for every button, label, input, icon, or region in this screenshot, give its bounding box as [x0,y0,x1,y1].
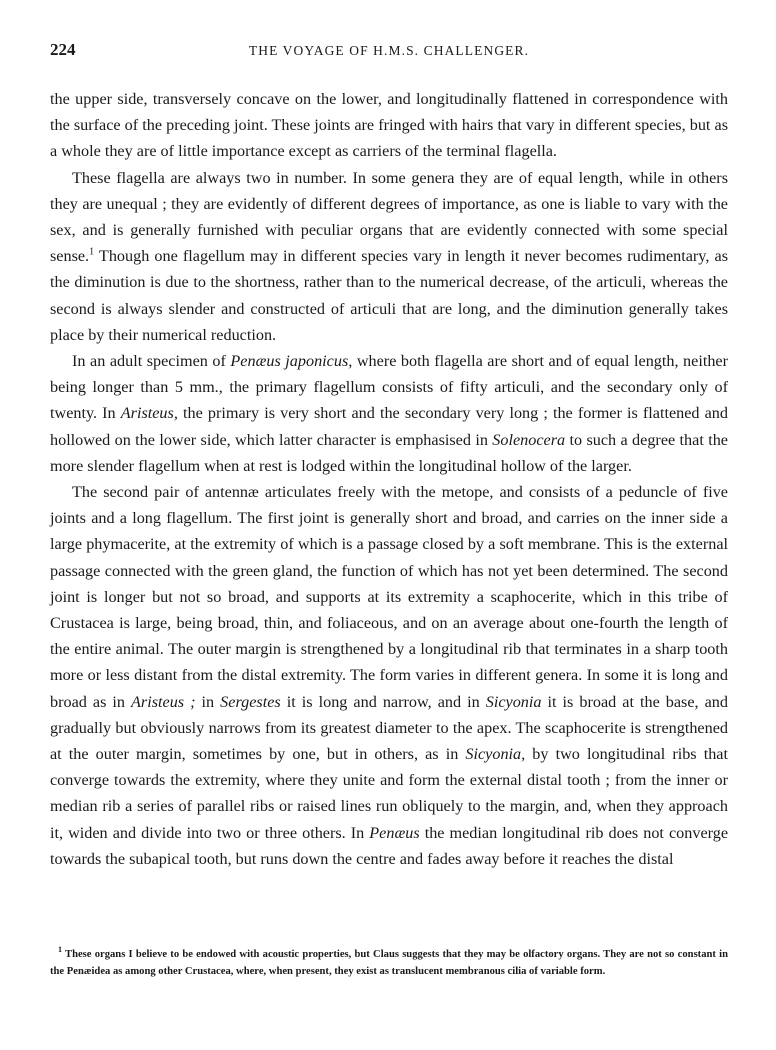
italic-taxon: Sicyonia, [465,745,526,764]
footnote-text: These organs I believe to be endowed with acoustic properties, but Claus suggests that they may be olfactory organs. They are not so constant in the Penæidea as among other Crustacea, where, when present, they exist as translucent membranous cilia of variable form. [50,949,728,978]
page [50,40,728,872]
page-header [50,40,728,64]
paragraph [50,86,728,165]
paragraph [50,348,728,479]
footnote [50,946,728,980]
paragraph [50,165,728,348]
text-run: the upper side, transversely concave on the lower, and longitudinally flattened in correspondence with the surface of the preceding joint. These joints are fringed with hairs that vary in different species, but as a whole they are of little importance except as carriers of the terminal flagella. [50,90,728,161]
text-run: In an adult specimen of [72,352,231,371]
text-run: in [195,692,221,711]
text-run: by two longitudinal ribs that converge towards the extremity, where they unite and form the external distal tooth ; from the inner or median rib a series of parallel ribs or raised lines run obliquely to the margin, and, when they approach it, widen and divide into two or three others. In [50,745,728,842]
footnote-mark: 1 [58,945,62,955]
running-title: THE VOYAGE OF H.M.S. CHALLENGER. [248,43,530,58]
footnotes [50,946,728,980]
italic-taxon: Aristeus, [120,404,178,423]
text-run: where both flagella are short and of equal length, neither being longer than 5 mm., the primary flagellum consists of fifty articuli, and the secondary only of twenty. In [50,352,728,423]
paragraph [50,479,728,872]
text-run: to such a degree that the more slender flagellum when at rest is lodged within the longitudinal hollow of the larger. [50,430,728,475]
text-run: it is long and narrow, and in [280,692,486,711]
italic-taxon: Solenocera [492,430,566,449]
italic-taxon: Aristeus ; [131,692,196,711]
italic-taxon: Sergestes [220,692,281,711]
text-run: it is broad at the base, and gradually but obviously narrows from its greatest diameter to the apex. The scaphocerite is strengthened at the outer margin, sometimes by one, but in others, as in [50,692,728,764]
page-number: 224 [50,40,76,59]
body-text [50,86,728,872]
text-run: the median longitudinal rib does not converge towards the subapical tooth, but runs down the centre and fades away before it reaches the distal [50,823,728,868]
text-run: The second pair of antennæ articulates freely with the metope, and consists of a peduncle of five joints and a long flagellum. The first joint is generally short and broad, and carries on the inner side a large phymacerite, at the extremity of which is a passage closed by a soft membrane. This is the external passage connected with the green gland, the function of which has not yet been determined. The second joint is longer but not so broad, and supports at its extremity a scaphocerite, which in this tribe of Crustacea is large, being broad, thin, and foliaceous, and on an average about one-fourth the length of the entire animal. The outer margin is strengthened by a longitudinal rib that terminates in a sharp tooth more or less distant from the distal extremity. The form varies in different genera. In some it is long and broad as in [50,483,728,711]
text-run: Though one flagellum may in different species vary in length it never becomes rudimentary, as the diminution is due to the shortness, rather than to the numerical decrease, of the articuli, whereas the second is always slender and constructed of articuli that are long, and the diminution generally takes place by their numerical reduction. [50,247,728,344]
italic-taxon: Penæus [369,823,420,842]
footnote-ref: 1 [89,246,95,258]
text-run: the primary is very short and the secondary very long ; the former is flattened and hollowed on the lower side, which latter character is emphasised in [50,404,728,449]
italic-taxon: Penæus japonicus, [230,352,353,371]
text-run: These flagella are always two in number. In some genera they are of equal length, while in others they are unequal ; they are evidently of different degrees of importance, as one is liable to vary with the sex, and is generally furnished with peculiar organs that are evidently connected with some special sense. [50,168,728,266]
italic-taxon: Sicyonia [485,692,542,711]
